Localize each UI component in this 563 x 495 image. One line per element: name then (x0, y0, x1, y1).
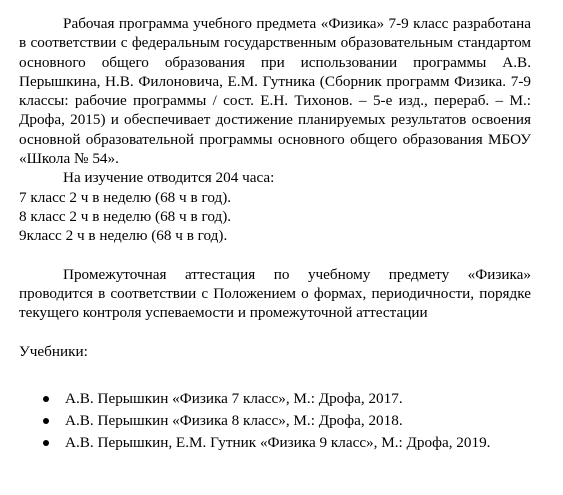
textbooks-heading: Учебники: (19, 343, 88, 361)
hours-grade-8: 8 класс 2 ч в неделю (68 ч в год). (19, 207, 232, 225)
attestation-paragraph: Промежуточная аттестация по учебному предмету «Физика» проводится в соответствии с Положением о формах, периодичности, порядке текущего контроля успеваемости и промежуточной аттестации (19, 265, 531, 322)
document-body (19, 14, 531, 456)
hours-grade-9: 9класс 2 ч в неделю (68 ч в год). (19, 227, 228, 245)
bullet-icon (43, 440, 49, 446)
hours-total-line: На изучение отводится 204 часа: (63, 169, 275, 187)
spacer (19, 381, 531, 389)
blank-line (19, 361, 531, 380)
list-item (19, 389, 531, 408)
bullet-icon (43, 396, 49, 402)
textbook-entry: А.В. Перышкин, Е.М. Гутник «Физика 9 класс», М.: Дрофа, 2019. (65, 434, 491, 452)
list-item (19, 433, 531, 452)
textbook-entry: А.В. Перышкин «Физика 8 класс», М.: Дрофа, 2018. (65, 411, 403, 429)
textbook-entry: А.В. Перышкин «Физика 7 класс», М.: Дрофа, 2017. (65, 389, 403, 407)
bullet-icon (43, 418, 49, 424)
blank-line (19, 246, 531, 265)
textbooks-list (19, 389, 531, 453)
blank-line (19, 323, 531, 342)
intro-paragraph: Рабочая программа учебного предмета «Физика» 7-9 класс разработана в соответствии с федеральным государственным образовательным стандартом основного общего образования при использовании программы А.В. Перышкина, Н.В. Филоновича, Е.М. Гутника (Сборник программ Физика. 7-9 классы: рабочие программы / сост. Е.Н. Тихонов. – 5-е изд., перераб. – М.: Дрофа, 2015) и обеспечивает достижение планируемых результатов освоения основной образовательной программы основного общего образования МБОУ «Школа № 54». (19, 15, 531, 168)
list-item (19, 411, 531, 430)
hours-grade-7: 7 класс 2 ч в неделю (68 ч в год). (19, 188, 232, 206)
